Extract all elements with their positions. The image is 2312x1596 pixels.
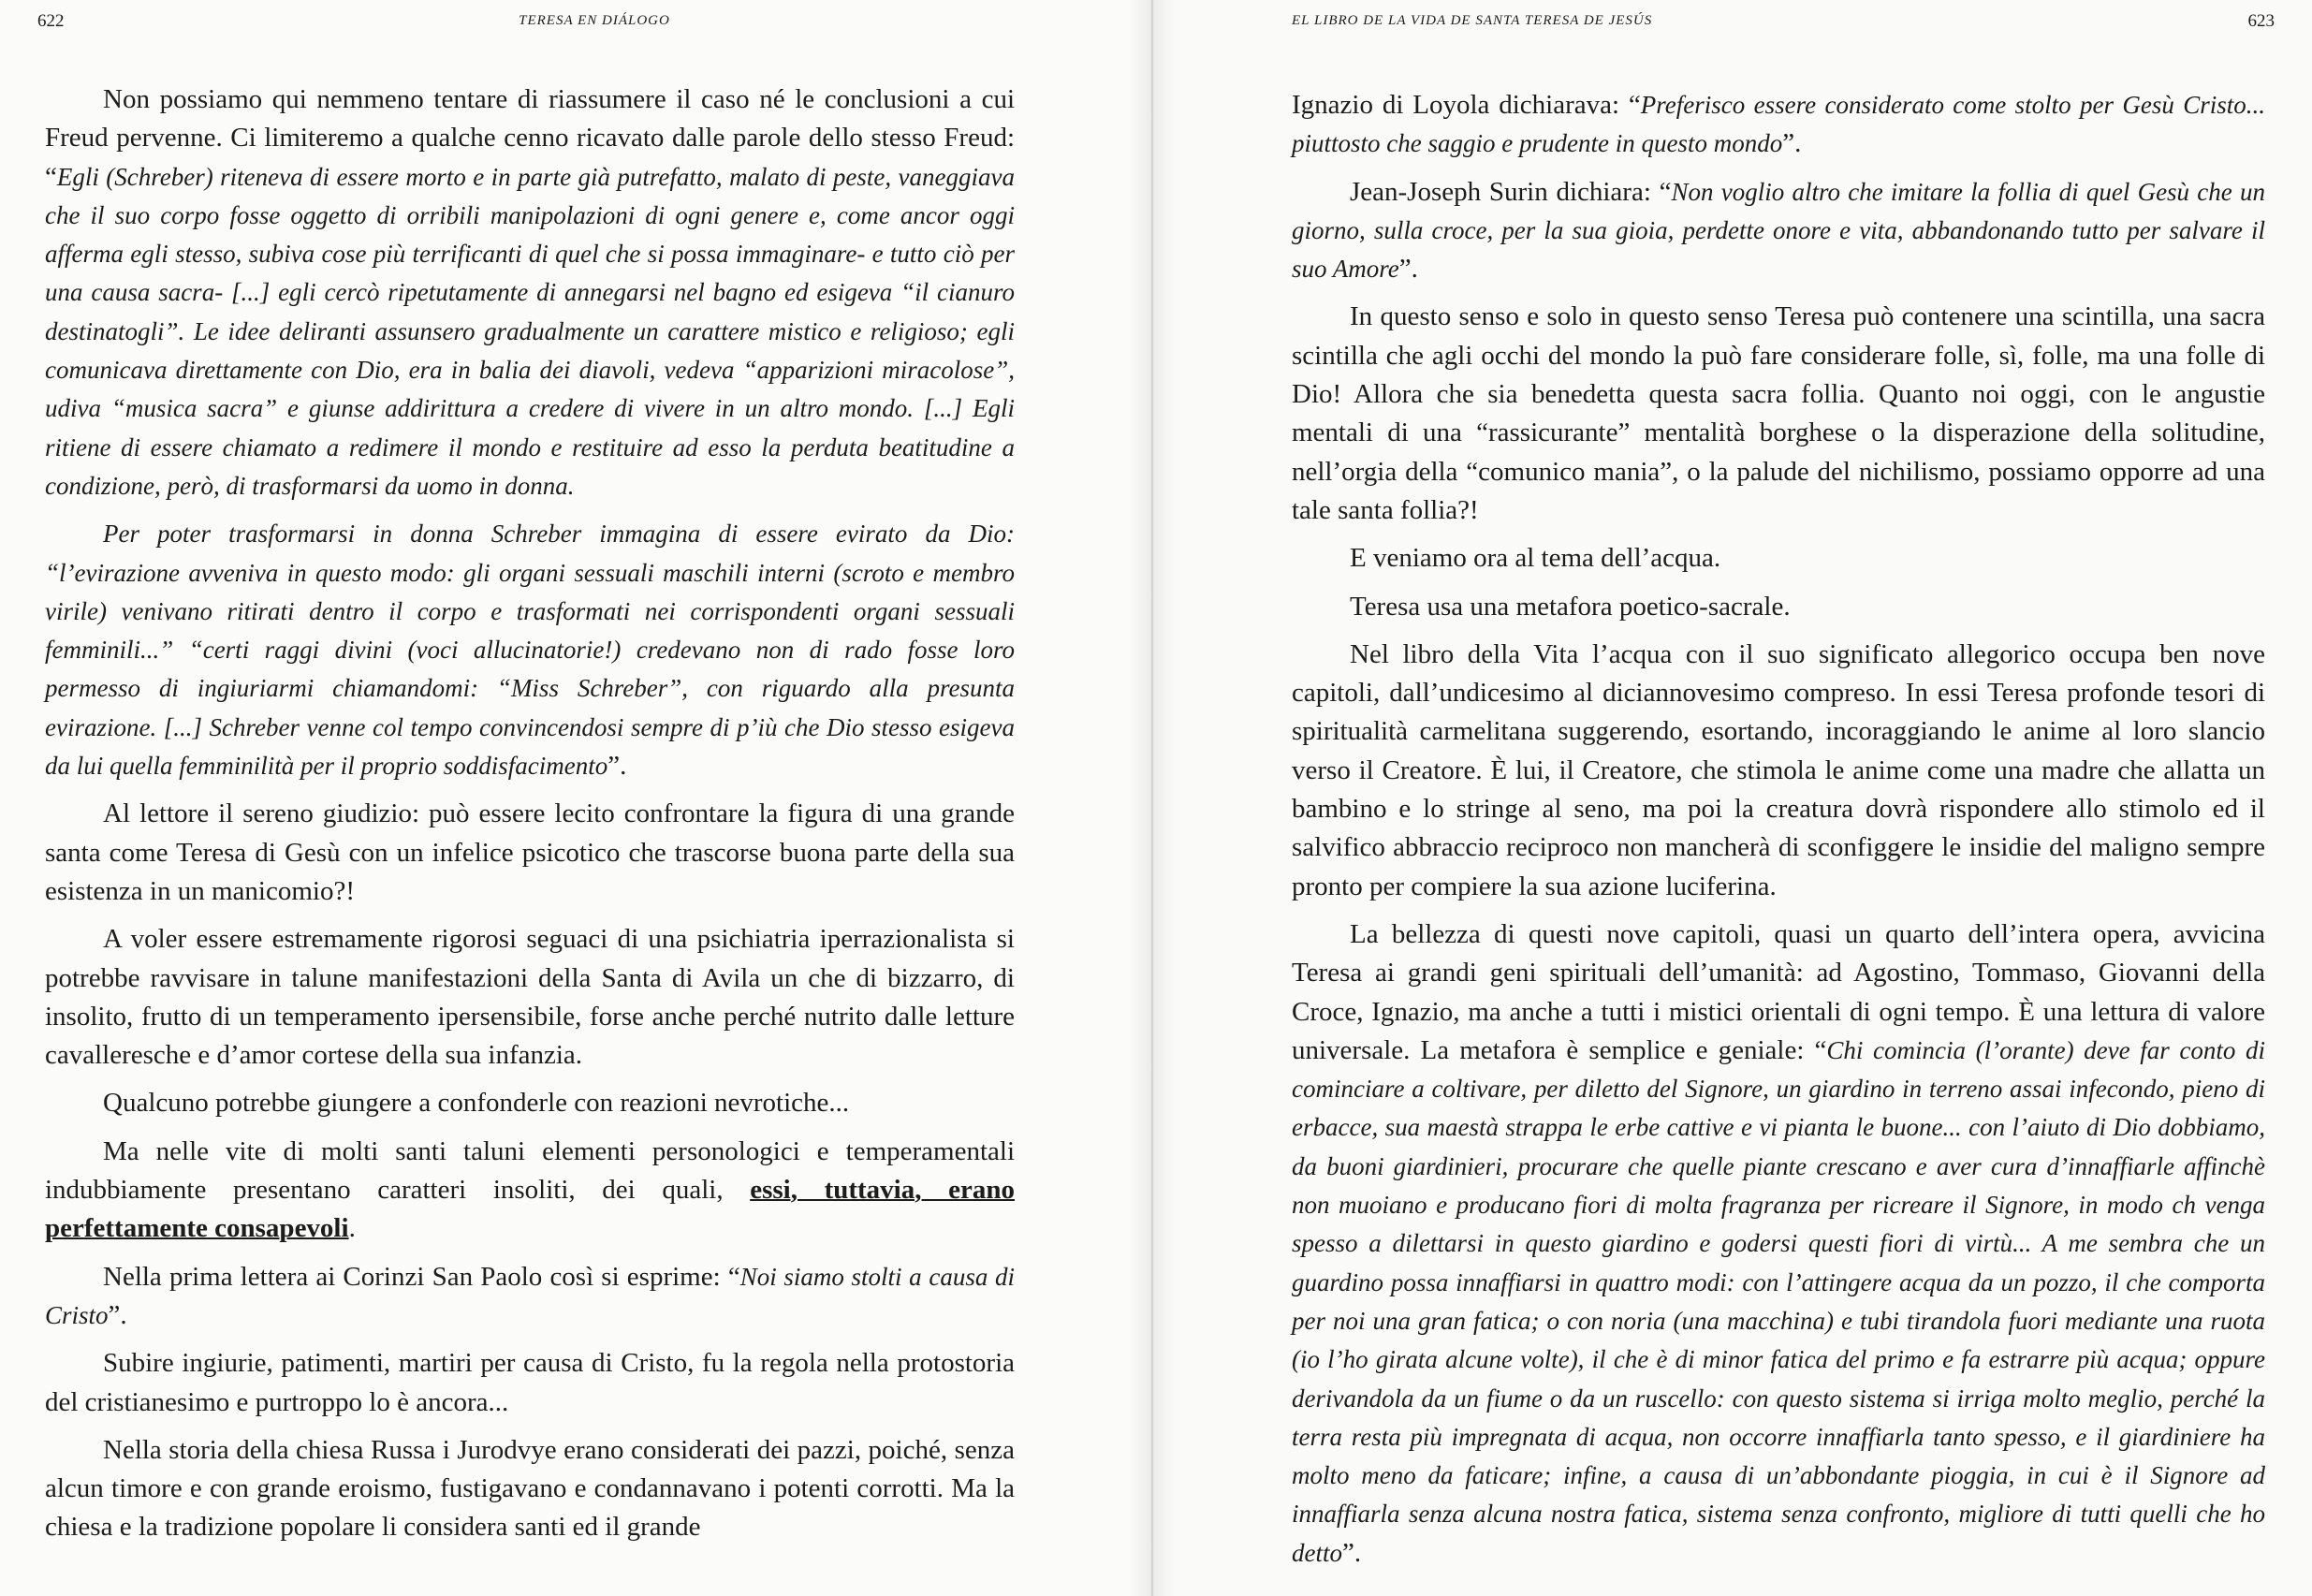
paragraph — [45, 1133, 1015, 1249]
paragraph — [1292, 86, 2265, 164]
paragraph — [45, 81, 1015, 505]
text-run: Nella storia della chiesa Russa i Jurodvye erano considerati dei pazzi, poiché, senza alcun timore e con grande eroismo, fustigavano e condannavano i potenti corrotti. Ma la chiesa e la tradizione popolare li considera santi ed il grande — [45, 1434, 1015, 1543]
paragraph — [1292, 539, 2265, 578]
text-run: Non possiamo qui nemmeno tentare di riassumere il caso né le conclusioni a cui Freud pervenne. Ci limiteremo a qualche cenno ricavato dalle parole dello stesso Freud: “ — [45, 84, 1015, 192]
text-run: Nel libro della Vita l’acqua con il suo significato allegorico occupa ben nove capitoli, dall’undicesimo al diciannovesimo compreso. In essi Teresa profonde tesori di spiritualità carmelitana suggerendo, esortando, incoraggiando le anime al loro slancio verso il Creatore. È lui, il Creatore, che stimola le anime come una madre che allatta un bambino e lo stringe al seno, ma poi la creatura dovrà rispondere allo stimolo ed il salvifico abbraccio reciproco non mancherà di sconfiggere le insidie del maligno sempre pronto per compiere la sua azione luciferina. — [1292, 638, 2265, 901]
body-text — [1292, 86, 2265, 1582]
text-run: Teresa usa una metafora poetico-sacrale. — [1350, 591, 1791, 622]
text-run: ”. — [108, 1299, 127, 1330]
quoted-text: Per poter trasformarsi in donna Schreber immagina di essere evirato da Dio: “l’evirazione avveniva in questo modo: gli organi sessuali maschili interni (scroto e membro virile) venivano ritirati dentro il corpo e trasformati nei corrispondenti organi sessuali femminili...” “certi raggi divini (voci allucinatorie!) credevano non di rado fosse loro permesso di ingiuriarmi chiamandomi: “Miss Schreber”, con riguardo alla presunta evirazione. [...] Schreber venne col tempo convincendosi sempre di p’iù che Dio stesso esigeva da lui quella femminilità per il proprio soddisfacimento — [45, 520, 1015, 781]
paragraph — [1292, 298, 2265, 530]
text-run: La bellezza di questi nove capitoli, quasi un quarto dell’intera opera, avvicina Teresa ai grandi geni spirituali dell’umanità: ad Agostino, Tommaso, Giovanni della Croce, Ignazio, ma anche a tutti i mistici orientali di ogni tempo. È una lettura di valore universale. La metafora è semplice e geniale: “ — [1292, 918, 2265, 1065]
text-run: ”. — [1782, 128, 1802, 159]
text-run: ”. — [607, 751, 627, 782]
text-run: Subire ingiurie, patimenti, martiri per causa di Cristo, fu la regola nella protostoria del cristianesimo e purtroppo lo è ancora... — [45, 1348, 1015, 1417]
paragraph — [45, 920, 1015, 1075]
text-run: Qualcuno potrebbe giungere a confonderle con reazioni nevrotiche... — [103, 1088, 850, 1119]
text-run: Nella prima lettera ai Corinzi San Paolo così si esprime: “ — [103, 1261, 740, 1292]
page-number: 622 — [37, 11, 65, 31]
right-page — [1153, 0, 2312, 1596]
paragraph — [45, 1084, 1015, 1122]
left-page — [0, 0, 1151, 1596]
text-run: Ma nelle vite di molti santi taluni elementi personologici e temperamentali indubbiamente presentano caratteri insoliti, dei quali, — [45, 1135, 1015, 1206]
text-run: Jean-Joseph Surin dichiara: “ — [1350, 176, 1672, 207]
quoted-text: Non voglio altro che imitare la follia di quel Gesù che un giorno, sulla croce, per la sua gioia, perdette onore e vita, abbandonando tutto per salvare il suo Amore — [1292, 177, 2265, 284]
paragraph — [45, 1258, 1015, 1336]
quoted-text: Noi siamo stolti a causa di Cristo — [45, 1262, 1015, 1329]
page-number: 623 — [2247, 11, 2275, 31]
paragraph — [1292, 915, 2265, 1573]
quoted-text: Chi comincia (l’orante) deve far conto di cominciare a coltivare, per diletto del Signore, un giardino in terreno assai infecondo, pieno di erbacce, sua maestà strappa le erbe cattive e vi pianta le buone... con l’aiuto di Dio dobbiamo, da buoni giardinieri, procurare che quelle piante crescano e aver cura d’innaffiarle affinchè non muoiano e producano fiori di molta fragranza per ricreare il Signore, in modo ch venga spesso a dilettarsi in questo giardino e godersi questi fiori di virtù... A me sembra che un guardino possa innaffiarsi in quattro modi: con l’attingere acqua da un pozzo, il che comporta per noi una gran fatica; o con noria (una macchina) e tubi tirandola fuori mediante una ruota (io l’ho girata alcune volte), il che è di minor fatica del primo e fa estrarre più acqua; oppure derivandola da un fiume o da un ruscello: con questo sistema si irriga molto meglio, perché la terra resta più impregnata di acqua, non occorre innaffiarla tanto spesso, e il giardiniere ha molto meno da faticare; infine, a causa di un’abbondante pioggia, in cui è il Signore ad innaffiarla senza alcuna nostra fatica, sistema senza confronto, migliore di tutti quelli che ho detto — [1292, 1035, 2265, 1567]
paragraph — [1292, 173, 2265, 289]
running-head: EL LIBRO DE LA VIDA DE SANTA TERESA DE JESÚS — [1292, 13, 1653, 28]
running-head: TERESA EN DIÁLOGO — [519, 13, 670, 28]
text-run: ”. — [1398, 254, 1418, 285]
paragraph — [1292, 636, 2265, 906]
paragraph — [45, 795, 1015, 911]
paragraph — [45, 1344, 1015, 1422]
paragraph — [1292, 588, 2265, 626]
quoted-text: Egli (Schreber) riteneva di essere morto e in parte già putrefatto, malato di peste, vaneggiava che il suo corpo fosse oggetto di orribili manipolazioni di ogni genere e, come ancor oggi afferma egli stesso, subiva cose più terrificanti di quel che si possa immaginare- e tutto ciò per una causa sacra- [...] egli cercò ripetutamente di annegarsi nel bagno ed esigeva “il cianuro destinatogli”. Le idee deliranti assunsero gradualmente un carattere mistico e religioso; egli comunicava direttamente con Dio, era in balia dei diavoli, vedeva “apparizioni miracolose”, udiva “musica sacra” e giunse addirittura a credere di vivere in un altro mondo. [...] Egli ritiene di essere chiamato a redimere il mondo e restituire ad esso la perduta beatitudine a condizione, però, di trasformarsi da uomo in donna. — [45, 162, 1015, 500]
paragraph — [45, 515, 1015, 785]
text-run: In questo senso e solo in questo senso Teresa può contenere una scintilla, una sacra scintilla che agli occhi del mondo la può fare considerare folle, sì, folle, ma una folle di Dio! Allora che sia benedetta questa sacra follia. Quanto noi oggi, con le angustie mentali di una “rassicurante” mentalità borghese o la disperazione della solitudine, nell’orgia della “comunico mania”, o la palude del nichilismo, possiamo opporre ad una tale santa follia?! — [1292, 301, 2265, 525]
text-run: ”. — [1342, 1537, 1362, 1568]
text-run: Al lettore il sereno giudizio: può essere lecito confrontare la figura di una grande santa come Teresa di Gesù con un infelice psicotico che trascorse buona parte della sua esistenza in un manicomio?! — [45, 798, 1015, 906]
body-text — [45, 81, 1015, 1557]
text-run: Ignazio di Loyola dichiarava: “ — [1292, 90, 1641, 120]
underlined-text: essi, tuttavia, erano perfettamente consapevoli — [45, 1175, 1015, 1244]
text-run: . — [348, 1213, 356, 1244]
paragraph — [45, 1431, 1015, 1547]
text-run: A voler essere estremamente rigorosi seguaci di una psichiatria iperrazionalista si potrebbe ravvisare in talune manifestazioni della Santa di Avila un che di bizzarro, di insolito, frutto di un temperamento ipersensibile, forse anche perché nutrito dalle letture cavalleresche e d’amor cortese della sua infanzia. — [45, 924, 1015, 1071]
text-run: E veniamo ora al tema dell’acqua. — [1350, 543, 1721, 574]
quoted-text: Preferisco essere considerato come stolto per Gesù Cristo... piuttosto che saggio e prudente in questo mondo — [1292, 91, 2265, 158]
